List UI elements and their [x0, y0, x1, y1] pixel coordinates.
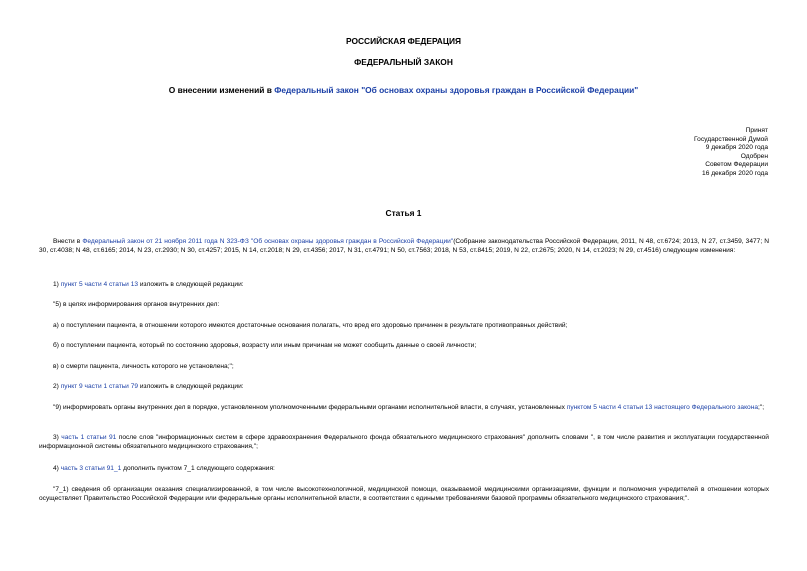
item-4-quote: "7_1) сведения об организации оказания специализированной, в том числе высокотехнологичной, медицинской помощи, оказываемой медицинскими организациями, функции и полномочия учредителей в отношении которых осуществляет Правительство Российской Федерации или федеральные органы исполнительной власти, в соответствии с едиными требованиями базовой программы обязательного медицинского страхования;". [39, 486, 769, 502]
item-4-link[interactable]: часть 3 статьи 91_1 [60, 465, 122, 472]
item-1-sub-b: б) о поступлении пациента, который по состоянию здоровья, возрасту или иным причинам не может сообщить данные о своей личности; [53, 342, 477, 349]
item-4-number: 4) [53, 465, 61, 472]
law-title-link[interactable]: Федеральный закон "Об основах охраны здоровья граждан в Российской Федерации" [274, 85, 639, 95]
item-3-link[interactable]: часть 1 статьи 91 [61, 434, 117, 441]
approval-line: Советом Федерации [705, 161, 768, 169]
item-1 [39, 281, 769, 290]
item-2-quote-link[interactable]: пунктом 5 части 4 статьи 13 настоящего Федерального закона [566, 404, 759, 411]
item-1-text: изложить в следующей редакции: [138, 281, 244, 288]
intro-law-link[interactable]: Федеральный закон от 21 ноября 2011 года N 323-ФЗ "Об основах охраны здоровья граждан в Российской Федерации" [82, 238, 454, 245]
item-2-quote-text: "9) информировать органы внутренних дел в порядке, установленном уполномоченными федеральными органами исполнительной власти, в случаях, установленных [53, 404, 567, 411]
item-3 [39, 434, 769, 451]
acceptance-line: Государственной Думой [694, 135, 768, 143]
item-1-sub-c: в) о смерти пациента, личность которого не установлена;"; [53, 363, 234, 370]
approval-line: Одобрен [740, 152, 768, 160]
item-1-link[interactable]: пункт 5 части 4 статьи 13 [60, 281, 139, 288]
item-3-number: 3) [53, 434, 62, 441]
item-1-number: 1) [53, 281, 61, 288]
item-2 [39, 383, 769, 392]
item-2-quote [39, 404, 769, 413]
acceptance-block [694, 127, 768, 179]
item-2-text: изложить в следующей редакции: [138, 383, 244, 390]
law-title-prefix: О внесении изменений в [168, 85, 275, 95]
item-2-link[interactable]: пункт 9 части 1 статьи 79 [60, 383, 139, 390]
intro-prefix: Внести в [53, 238, 83, 245]
item-1-quote: "5) в целях информирования органов внутренних дел: [53, 301, 220, 308]
intro-paragraph [39, 238, 769, 255]
acceptance-line: Принят [745, 127, 768, 134]
law-title [0, 86, 807, 95]
intro-suffix: (Собрание законодательства Российской Федерации, 2011, N 48, ст.6724; 2013, N 27, ст.3459, 3477; N 30, ст.4038; N 48, ст.6165; 2014, N 23, ст.2930; N 30, ст.4257; 2015, N 14, ст.2018; N 29, ст.4356; 2017, N 31, ст.4791; N 50, ст.7563; 2018, N 53, ст.8415; 2019, N 22, ст.2675; 2020, N 14, ст.2023; N 29, ст.4516) следующие изменения: [39, 238, 770, 254]
approval-date: 16 декабря 2020 года [702, 169, 768, 177]
acceptance-date: 9 декабря 2020 года [705, 144, 768, 152]
item-2-quote-end: ;"; [758, 404, 765, 411]
item-1-sub-a: а) о поступлении пациента, в отношении которого имеются достаточные основания полагать, что вред его здоровью причинен в результате противоправных действий; [53, 322, 568, 329]
item-2-number: 2) [53, 383, 61, 390]
country-heading: РОССИЙСКАЯ ФЕДЕРАЦИЯ [345, 36, 462, 46]
doc-type-heading: ФЕДЕРАЛЬНЫЙ ЗАКОН [354, 57, 453, 67]
article-heading: Статья 1 [385, 208, 422, 218]
item-4 [39, 465, 769, 474]
item-4-text: дополнить пунктом 7_1 следующего содержания: [121, 465, 275, 472]
item-3-text: после слов "информационных систем в сфере здравоохранения Федерального фонда обязательного медицинского страхования" дополнить словами ", в том числе развития и эксплуатации государственной информационной системы обязательного медицинского страхования,"; [39, 434, 769, 450]
